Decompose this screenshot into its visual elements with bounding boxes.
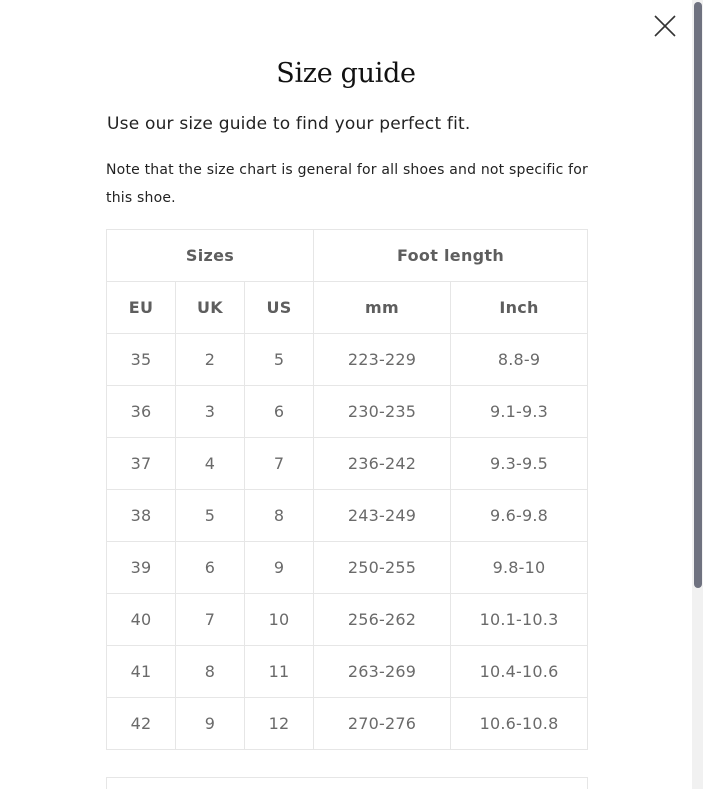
next-section-box [106, 777, 588, 789]
header-sizes: Sizes [107, 230, 314, 282]
cell-eu: 42 [107, 698, 176, 750]
cell-uk: 5 [176, 490, 245, 542]
cell-mm: 230-235 [314, 386, 451, 438]
col-uk: UK [176, 282, 245, 334]
col-us: US [245, 282, 314, 334]
cell-mm: 263-269 [314, 646, 451, 698]
cell-uk: 3 [176, 386, 245, 438]
cell-mm: 270-276 [314, 698, 451, 750]
cell-eu: 40 [107, 594, 176, 646]
cell-inch: 8.8-9 [451, 334, 588, 386]
cell-us: 7 [245, 438, 314, 490]
cell-inch: 10.4-10.6 [451, 646, 588, 698]
cell-us: 12 [245, 698, 314, 750]
col-mm: mm [314, 282, 451, 334]
intro-text: Use our size guide to find your perfect fit. [107, 114, 471, 134]
cell-mm: 250-255 [314, 542, 451, 594]
col-eu: EU [107, 282, 176, 334]
col-inch: Inch [451, 282, 588, 334]
cell-uk: 7 [176, 594, 245, 646]
cell-inch: 9.1-9.3 [451, 386, 588, 438]
cell-us: 6 [245, 386, 314, 438]
cell-eu: 36 [107, 386, 176, 438]
cell-uk: 6 [176, 542, 245, 594]
table-row [107, 334, 588, 386]
table-row [107, 698, 588, 750]
cell-us: 5 [245, 334, 314, 386]
close-button[interactable] [651, 12, 679, 40]
note-text: Note that the size chart is general for all shoes and not specific for this shoe. [106, 162, 588, 206]
header-foot-length: Foot length [314, 230, 588, 282]
cell-eu: 39 [107, 542, 176, 594]
cell-inch: 9.3-9.5 [451, 438, 588, 490]
table-row [107, 438, 588, 490]
cell-eu: 37 [107, 438, 176, 490]
cell-uk: 2 [176, 334, 245, 386]
modal-title: Size guide [276, 58, 416, 89]
size-table [106, 229, 588, 750]
table-row [107, 646, 588, 698]
table-row [107, 594, 588, 646]
cell-uk: 4 [176, 438, 245, 490]
cell-inch: 10.1-10.3 [451, 594, 588, 646]
cell-eu: 38 [107, 490, 176, 542]
cell-uk: 8 [176, 646, 245, 698]
table-row [107, 490, 588, 542]
group-header-row [107, 230, 588, 282]
cell-us: 8 [245, 490, 314, 542]
cell-us: 9 [245, 542, 314, 594]
cell-mm: 243-249 [314, 490, 451, 542]
scrollbar-thumb[interactable] [694, 2, 702, 588]
cell-mm: 236-242 [314, 438, 451, 490]
close-icon [651, 12, 679, 40]
cell-us: 10 [245, 594, 314, 646]
cell-inch: 9.6-9.8 [451, 490, 588, 542]
column-header-row [107, 282, 588, 334]
cell-inch: 9.8-10 [451, 542, 588, 594]
cell-inch: 10.6-10.8 [451, 698, 588, 750]
table-row [107, 386, 588, 438]
cell-uk: 9 [176, 698, 245, 750]
cell-eu: 35 [107, 334, 176, 386]
cell-eu: 41 [107, 646, 176, 698]
cell-mm: 256-262 [314, 594, 451, 646]
cell-mm: 223-229 [314, 334, 451, 386]
table-row [107, 542, 588, 594]
cell-us: 11 [245, 646, 314, 698]
